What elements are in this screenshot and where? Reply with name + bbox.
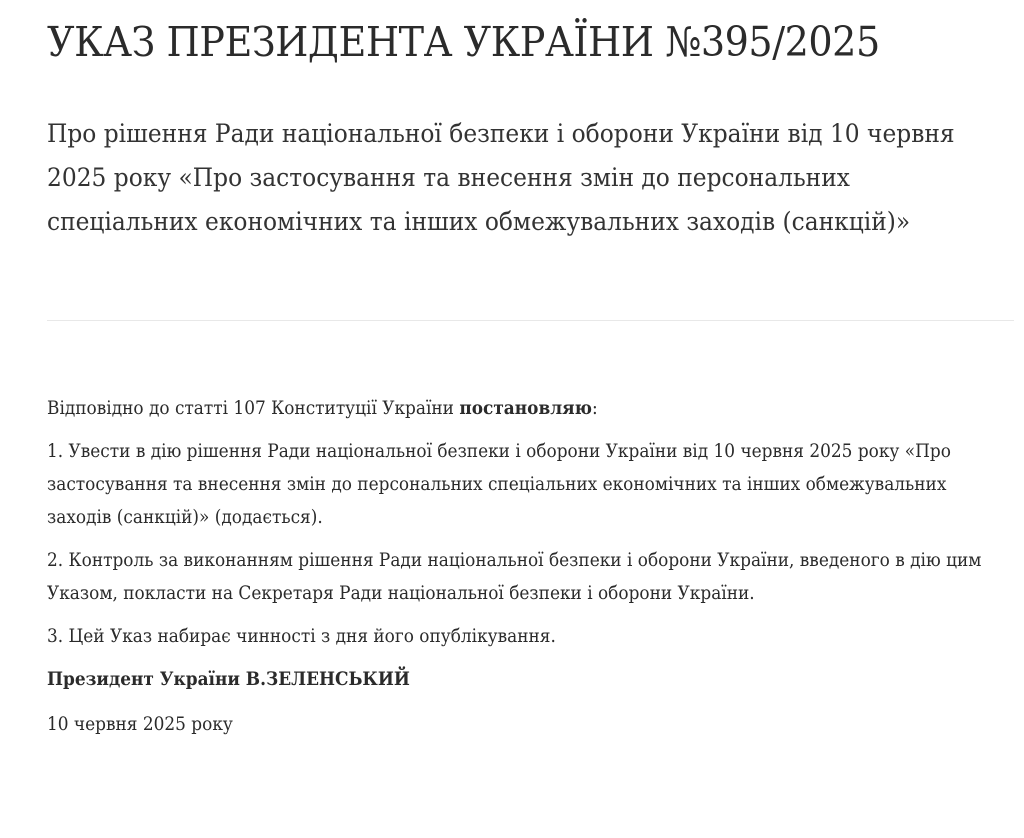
item-paragraph-1: 1. Увести в дію рішення Ради національної безпеки і оборони України від 10 червня 2025 року «Про застосування та внесення змін до персональних спеціальних економічних та інших обмежувальних заходів (санкцій)» (додається). (47, 441, 951, 528)
page-subtitle: Про рішення Ради національної безпеки і оборони України від 10 червня 2025 року «Про застосування та внесення змін до персональних спеціальних економічних та інших обмежувальних заходів (санкцій)» (47, 119, 955, 237)
document-body (47, 392, 999, 751)
item-paragraph-2: 2. Контроль за виконанням рішення Ради національної безпеки і оборони України, введеного в дію цим Указом, покласти на Секретаря Ради національної безпеки і оборони України. (47, 550, 982, 604)
document-date: 10 червня 2025 року (47, 714, 233, 735)
divider (47, 320, 1014, 321)
signature: Президент України В.ЗЕЛЕНСЬКИЙ (47, 669, 410, 690)
preamble-text: Відповідно до статті 107 Конституції України (47, 398, 460, 419)
item-paragraph-3: 3. Цей Указ набирає чинності з дня його опублікування. (47, 626, 556, 647)
page-title: УКАЗ ПРЕЗИДЕНТА УКРАЇНИ №395/2025 (47, 18, 880, 66)
preamble-paragraph (47, 392, 999, 425)
preamble-bold: постановляю (459, 398, 593, 419)
preamble-suffix: : (592, 398, 598, 419)
